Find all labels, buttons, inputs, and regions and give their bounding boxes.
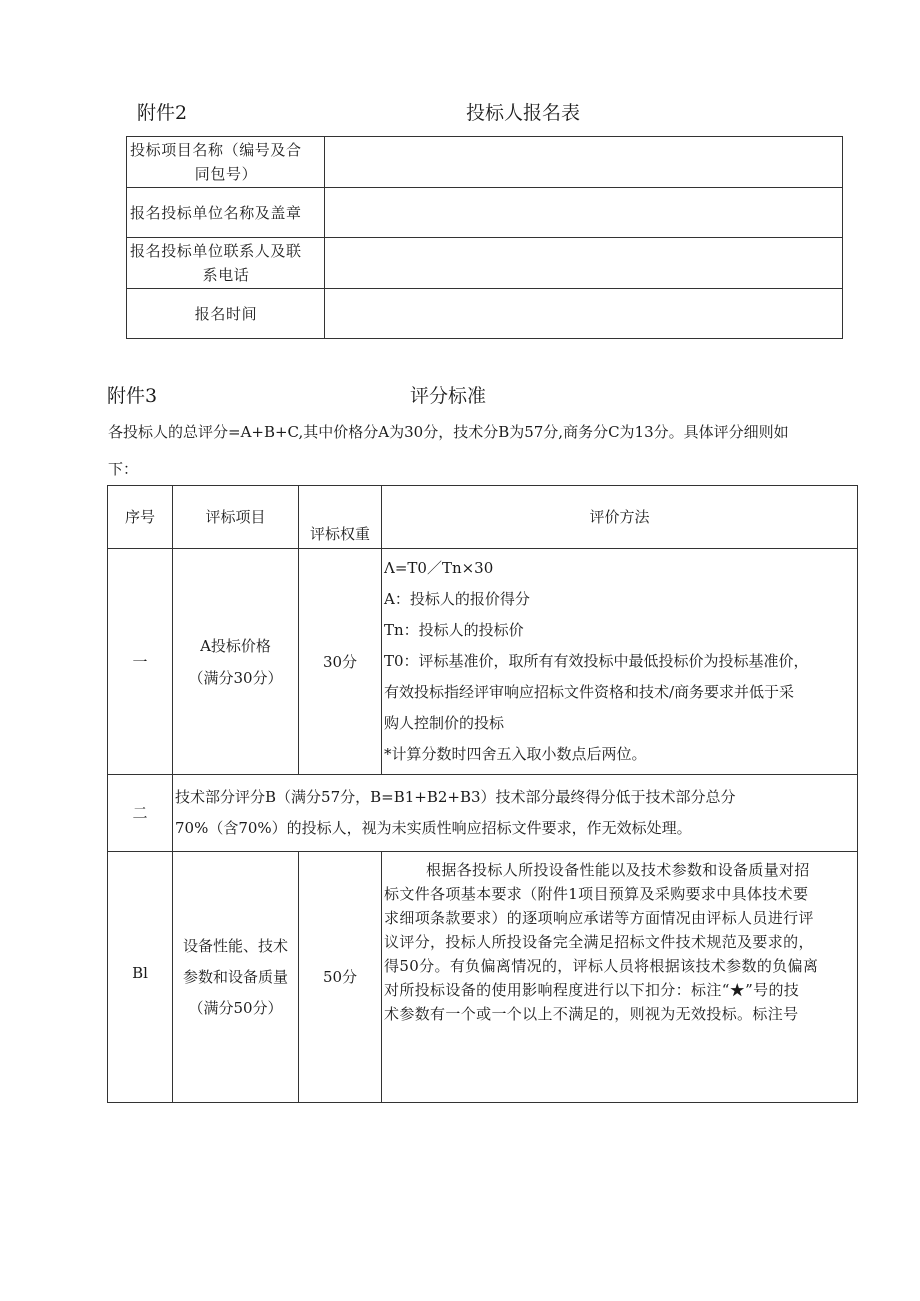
method-line: *计算分数时四舍五入取小数点后两位。 (384, 745, 647, 763)
registration-form-table (126, 136, 843, 339)
row-b-description (173, 775, 858, 852)
item-line: A投标价格 (200, 636, 271, 655)
scoring-criteria-table (107, 485, 858, 1103)
method-line: 对所投标设备的使用影响程度进行以下扣分：标注“★”号的技 (384, 981, 800, 999)
form-label-project-name (127, 137, 325, 188)
item-line: （满分30分） (188, 668, 283, 687)
label-line: 报名投标单位名称及盖章 (130, 203, 302, 222)
form-field-bidder-name[interactable] (325, 188, 843, 238)
table-row-b (108, 775, 858, 852)
scoring-intro-line2: 下： (108, 460, 139, 478)
scoring-intro-line1: 各投标人的总评分=A+B+C,其中价格分A为30分，技术分B为57分,商务分C为13分。具体评分细则如 (108, 423, 789, 441)
item-line: 参数和设备质量 (182, 967, 288, 986)
label-line: 系电话 (202, 266, 250, 284)
attachment3-title: 评分标准 (410, 385, 487, 407)
row-b-no: 二 (108, 775, 173, 852)
method-line: 根据各投标人所投设备性能以及技术参数和设备质量对招 (426, 861, 810, 879)
method-line: 术参数有一个或一个以上不满足的，则视为无效投标。标注号 (384, 1005, 799, 1023)
table-row (127, 238, 843, 289)
description-line: 技术部分评分B（满分57分，B=B1+B2+B3）技术部分最终得分低于技术部分总分 (175, 788, 736, 806)
method-line: A：投标人的报价得分 (384, 590, 530, 608)
form-field-project-name[interactable] (325, 137, 843, 188)
form-field-contact[interactable] (325, 238, 843, 289)
table-row (127, 289, 843, 339)
row-b1-item (173, 852, 299, 1103)
row-b1-weight: 50分 (299, 852, 382, 1103)
row-b1-method (382, 852, 858, 1103)
row-a-method (382, 549, 858, 775)
method-line: 议评分，投标人所投设备完全满足招标文件技术规范及要求的， (384, 933, 814, 951)
method-line: 求细项条款要求）的逐项响应承诺等方面情况由评标人员进行评 (384, 909, 814, 927)
header-no: 序号 (108, 486, 173, 549)
row-a-item (173, 549, 299, 775)
label-line: 报名投标单位联系人及联 (130, 242, 302, 260)
method-line: 有效投标指经评审响应招标文件资格和技术/商务要求并低于采 (384, 683, 795, 701)
table-row-a (108, 549, 858, 775)
row-a-no: 一 (108, 549, 173, 775)
attachment3-label: 附件3 (107, 385, 158, 407)
method-line: Tn：投标人的投标价 (384, 621, 524, 639)
form-label-contact (127, 238, 325, 289)
label-line: 报名时间 (194, 304, 258, 323)
method-line: 标文件各项基本要求（附件1项目预算及采购要求中具体技术要 (384, 885, 809, 903)
description-line: 70%（含70%）的投标人，视为未实质性响应招标文件要求，作无效标处理。 (175, 819, 692, 837)
formula-line: Λ=T0／Tn×30 (384, 559, 494, 577)
method-line: 购人控制价的投标 (384, 714, 505, 732)
row-b1-no: Bl (108, 852, 173, 1103)
label-line: 同包号） (194, 165, 258, 183)
item-line: （满分50分） (188, 998, 283, 1017)
table-row (127, 188, 843, 238)
form-label-registration-time (127, 289, 325, 339)
attachment2-label: 附件2 (137, 102, 188, 124)
form-field-registration-time[interactable] (325, 289, 843, 339)
header-method: 评价方法 (382, 486, 858, 549)
header-item: 评标项目 (173, 486, 299, 549)
form-label-bidder-name (127, 188, 325, 238)
row-a-weight: 30分 (299, 549, 382, 775)
header-weight: 评标权重 (299, 486, 382, 549)
item-line: 设备性能、技术 (182, 936, 288, 955)
table-header-row (108, 486, 858, 549)
attachment2-title: 投标人报名表 (466, 102, 581, 124)
method-line: 得50分。有负偏离情况的，评标人员将根据该技术参数的负偏离 (384, 957, 819, 975)
table-row-b1 (108, 852, 858, 1103)
table-row (127, 137, 843, 188)
method-line: T0：评标基准价，取所有有效投标中最低投标价为投标基准价， (384, 652, 809, 670)
label-line: 投标项目名称（编号及合 (130, 141, 302, 159)
